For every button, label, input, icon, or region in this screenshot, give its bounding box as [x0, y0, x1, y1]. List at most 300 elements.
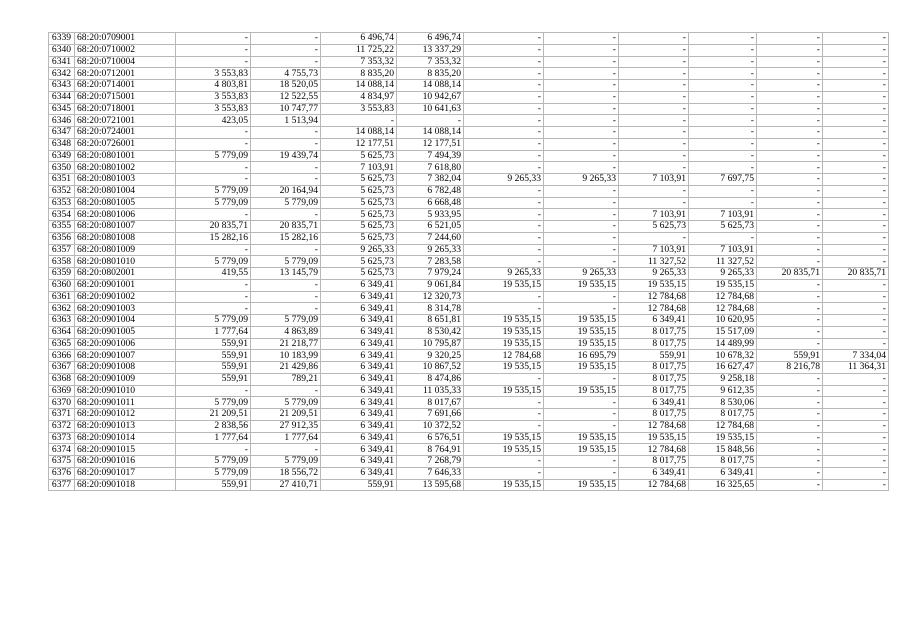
value-cell: 12 784,68: [619, 444, 689, 456]
cadastral-code-cell: 68:20:0901013: [75, 420, 176, 432]
value-cell: 13 595,68: [397, 479, 464, 491]
table-row: [49, 68, 889, 80]
value-cell: 10 795,87: [397, 338, 464, 350]
value-cell: -: [464, 44, 544, 56]
table-row: [49, 385, 889, 397]
value-cell: -: [176, 303, 251, 315]
value-cell: 8 530,06: [689, 397, 757, 409]
value-cell: 5 625,73: [321, 150, 397, 162]
value-cell: 12 177,51: [397, 138, 464, 150]
value-cell: -: [619, 80, 689, 92]
value-cell: 15 282,16: [176, 232, 251, 244]
value-cell: -: [464, 244, 544, 256]
value-cell: 5 625,73: [321, 197, 397, 209]
value-cell: 1 777,64: [176, 326, 251, 338]
value-cell: 10 183,99: [251, 350, 321, 362]
value-cell: -: [251, 44, 321, 56]
value-cell: -: [823, 291, 889, 303]
value-cell: -: [823, 68, 889, 80]
cadastral-code-cell: 68:20:0901007: [75, 350, 176, 362]
row-number-cell: 6375: [49, 456, 75, 468]
table-row: [49, 338, 889, 350]
row-number-cell: 6342: [49, 68, 75, 80]
value-cell: -: [757, 103, 823, 115]
value-cell: -: [823, 91, 889, 103]
value-cell: -: [619, 185, 689, 197]
value-cell: 1 777,64: [251, 432, 321, 444]
value-cell: -: [464, 209, 544, 221]
value-cell: 5 779,09: [176, 456, 251, 468]
row-number-cell: 6359: [49, 268, 75, 280]
value-cell: -: [757, 44, 823, 56]
value-cell: 19 535,15: [464, 362, 544, 374]
value-cell: -: [464, 256, 544, 268]
value-cell: -: [176, 444, 251, 456]
table-row: [49, 467, 889, 479]
value-cell: 11 725,22: [321, 44, 397, 56]
value-cell: 4 834,97: [321, 91, 397, 103]
value-cell: -: [251, 244, 321, 256]
table-row: [49, 244, 889, 256]
value-cell: -: [757, 291, 823, 303]
cadastral-code-cell: 68:20:0901002: [75, 291, 176, 303]
value-cell: 13 145,79: [251, 268, 321, 280]
row-number-cell: 6345: [49, 103, 75, 115]
value-cell: 9 265,33: [321, 244, 397, 256]
table-row: [49, 373, 889, 385]
row-number-cell: 6357: [49, 244, 75, 256]
value-cell: 19 535,15: [544, 444, 619, 456]
value-cell: 7 353,32: [321, 56, 397, 68]
table-row: [49, 185, 889, 197]
value-cell: 21 218,77: [251, 338, 321, 350]
value-cell: -: [757, 185, 823, 197]
value-cell: -: [619, 232, 689, 244]
table-row: [49, 326, 889, 338]
value-cell: 8 651,81: [397, 315, 464, 327]
value-cell: -: [544, 150, 619, 162]
value-cell: -: [689, 80, 757, 92]
value-cell: -: [823, 303, 889, 315]
value-cell: -: [464, 162, 544, 174]
value-cell: 9 265,33: [464, 174, 544, 186]
value-cell: -: [757, 279, 823, 291]
value-cell: -: [757, 397, 823, 409]
cadastral-code-cell: 68:20:0901018: [75, 479, 176, 491]
value-cell: -: [251, 138, 321, 150]
value-cell: 13 337,29: [397, 44, 464, 56]
value-cell: 10 678,32: [689, 350, 757, 362]
value-cell: 10 372,52: [397, 420, 464, 432]
value-cell: 5 779,09: [176, 397, 251, 409]
value-cell: -: [544, 162, 619, 174]
value-cell: -: [464, 138, 544, 150]
value-cell: 19 535,15: [464, 315, 544, 327]
value-cell: 10 641,63: [397, 103, 464, 115]
value-cell: 5 779,09: [176, 185, 251, 197]
value-cell: -: [823, 115, 889, 127]
value-cell: -: [823, 185, 889, 197]
value-cell: -: [619, 68, 689, 80]
value-cell: 7 979,24: [397, 268, 464, 280]
value-cell: 19 535,15: [619, 279, 689, 291]
row-number-cell: 6376: [49, 467, 75, 479]
value-cell: 6 349,41: [321, 350, 397, 362]
cadastral-code-cell: 68:20:0710002: [75, 44, 176, 56]
value-cell: -: [757, 479, 823, 491]
cadastral-code-cell: 68:20:0901009: [75, 373, 176, 385]
value-cell: 19 535,15: [464, 479, 544, 491]
value-cell: -: [689, 56, 757, 68]
table-row: [49, 103, 889, 115]
value-cell: -: [757, 373, 823, 385]
value-cell: 559,91: [176, 338, 251, 350]
value-cell: -: [251, 174, 321, 186]
value-cell: -: [823, 150, 889, 162]
value-cell: 5 779,09: [251, 456, 321, 468]
value-cell: -: [757, 221, 823, 233]
cadastral-code-cell: 68:20:0801006: [75, 209, 176, 221]
value-cell: -: [464, 291, 544, 303]
value-cell: 6 349,41: [321, 385, 397, 397]
row-number-cell: 6368: [49, 373, 75, 385]
value-cell: 6 349,41: [321, 456, 397, 468]
value-cell: 19 535,15: [689, 432, 757, 444]
row-number-cell: 6347: [49, 127, 75, 139]
cadastral-code-cell: 68:20:0801009: [75, 244, 176, 256]
value-cell: -: [757, 303, 823, 315]
value-cell: -: [689, 162, 757, 174]
value-cell: 12 784,68: [619, 303, 689, 315]
cadastral-code-cell: 68:20:0901016: [75, 456, 176, 468]
value-cell: 19 535,15: [544, 338, 619, 350]
value-cell: 9 265,33: [544, 174, 619, 186]
value-cell: 6 576,51: [397, 432, 464, 444]
value-cell: -: [464, 56, 544, 68]
value-cell: -: [757, 326, 823, 338]
value-cell: -: [544, 303, 619, 315]
value-cell: 19 535,15: [464, 326, 544, 338]
row-number-cell: 6348: [49, 138, 75, 150]
value-cell: 5 625,73: [689, 221, 757, 233]
value-cell: 559,91: [757, 350, 823, 362]
table-row: [49, 479, 889, 491]
value-cell: -: [757, 68, 823, 80]
value-cell: 19 535,15: [689, 279, 757, 291]
value-cell: -: [823, 80, 889, 92]
value-cell: -: [544, 197, 619, 209]
value-cell: -: [757, 456, 823, 468]
value-cell: 7 103,91: [321, 162, 397, 174]
row-number-cell: 6340: [49, 44, 75, 56]
value-cell: 7 103,91: [689, 209, 757, 221]
value-cell: 21 209,51: [176, 409, 251, 421]
row-number-cell: 6339: [49, 33, 75, 45]
value-cell: 12 522,55: [251, 91, 321, 103]
value-cell: 5 779,09: [176, 315, 251, 327]
value-cell: -: [544, 103, 619, 115]
value-cell: 2 838,56: [176, 420, 251, 432]
value-cell: -: [823, 232, 889, 244]
value-cell: -: [544, 44, 619, 56]
table-row: [49, 232, 889, 244]
value-cell: -: [689, 185, 757, 197]
value-cell: -: [251, 127, 321, 139]
value-cell: -: [619, 197, 689, 209]
value-cell: 19 535,15: [619, 432, 689, 444]
row-number-cell: 6355: [49, 221, 75, 233]
value-cell: 10 620,95: [689, 315, 757, 327]
value-cell: -: [176, 244, 251, 256]
table-row: [49, 456, 889, 468]
table-row: [49, 115, 889, 127]
value-cell: -: [544, 138, 619, 150]
value-cell: 8 314,78: [397, 303, 464, 315]
value-cell: 11 327,52: [619, 256, 689, 268]
value-cell: 7 334,04: [823, 350, 889, 362]
value-cell: 8 017,75: [619, 373, 689, 385]
value-cell: 9 061,84: [397, 279, 464, 291]
value-cell: 12 784,68: [464, 350, 544, 362]
value-cell: 559,91: [176, 373, 251, 385]
value-cell: 3 553,83: [176, 91, 251, 103]
row-number-cell: 6354: [49, 209, 75, 221]
value-cell: 11 035,33: [397, 385, 464, 397]
value-cell: -: [619, 56, 689, 68]
row-number-cell: 6352: [49, 185, 75, 197]
value-cell: 5 779,09: [251, 315, 321, 327]
value-cell: -: [544, 221, 619, 233]
value-cell: -: [823, 373, 889, 385]
value-cell: 789,21: [251, 373, 321, 385]
value-cell: -: [757, 467, 823, 479]
value-cell: -: [464, 80, 544, 92]
value-cell: -: [176, 209, 251, 221]
value-cell: 5 779,09: [251, 397, 321, 409]
value-cell: -: [757, 420, 823, 432]
value-cell: 19 535,15: [464, 279, 544, 291]
row-number-cell: 6353: [49, 197, 75, 209]
row-number-cell: 6364: [49, 326, 75, 338]
value-cell: -: [464, 103, 544, 115]
cadastral-code-cell: 68:20:0901011: [75, 397, 176, 409]
value-cell: 15 848,56: [689, 444, 757, 456]
value-cell: -: [689, 103, 757, 115]
value-cell: -: [689, 115, 757, 127]
value-cell: 559,91: [321, 479, 397, 491]
value-cell: 19 535,15: [544, 279, 619, 291]
value-cell: 6 349,41: [321, 291, 397, 303]
value-cell: -: [823, 456, 889, 468]
value-cell: 18 556,72: [251, 467, 321, 479]
value-cell: 9 265,33: [464, 268, 544, 280]
cadastral-code-cell: 68:20:0801003: [75, 174, 176, 186]
value-cell: 14 088,14: [321, 80, 397, 92]
table-row: [49, 150, 889, 162]
value-cell: 12 784,68: [689, 420, 757, 432]
value-cell: -: [251, 162, 321, 174]
value-cell: 9 612,35: [689, 385, 757, 397]
value-cell: 8 017,75: [619, 326, 689, 338]
value-cell: -: [251, 303, 321, 315]
cadastral-code-cell: 68:20:0715001: [75, 91, 176, 103]
table-row: [49, 303, 889, 315]
value-cell: 3 553,83: [176, 103, 251, 115]
value-cell: 19 535,15: [544, 385, 619, 397]
value-cell: -: [757, 197, 823, 209]
value-cell: -: [823, 44, 889, 56]
table-row: [49, 174, 889, 186]
value-cell: -: [251, 291, 321, 303]
value-cell: -: [464, 150, 544, 162]
value-cell: -: [619, 33, 689, 45]
row-number-cell: 6351: [49, 174, 75, 186]
value-cell: -: [757, 33, 823, 45]
value-cell: 7 494,39: [397, 150, 464, 162]
value-cell: -: [619, 127, 689, 139]
value-cell: 6 349,41: [321, 420, 397, 432]
value-cell: 6 496,74: [321, 33, 397, 45]
value-cell: -: [251, 279, 321, 291]
value-cell: -: [689, 150, 757, 162]
table-row: [49, 362, 889, 374]
value-cell: 19 535,15: [544, 362, 619, 374]
value-cell: -: [757, 409, 823, 421]
value-cell: 6 349,41: [321, 444, 397, 456]
table-row: [49, 44, 889, 56]
value-cell: -: [757, 209, 823, 221]
value-cell: 6 521,05: [397, 221, 464, 233]
value-cell: -: [757, 385, 823, 397]
table-row: [49, 432, 889, 444]
row-number-cell: 6371: [49, 409, 75, 421]
value-cell: 21 429,86: [251, 362, 321, 374]
value-cell: -: [397, 115, 464, 127]
value-cell: 12 784,68: [689, 291, 757, 303]
cadastral-code-cell: 68:20:0801001: [75, 150, 176, 162]
cadastral-code-cell: 68:20:0721001: [75, 115, 176, 127]
value-cell: 8 474,86: [397, 373, 464, 385]
table-row: [49, 138, 889, 150]
value-cell: 19 535,15: [464, 444, 544, 456]
table-row: [49, 397, 889, 409]
cadastral-code-cell: 68:20:0901003: [75, 303, 176, 315]
value-cell: 6 349,41: [619, 315, 689, 327]
value-cell: -: [823, 326, 889, 338]
cadastral-code-cell: 68:20:0901015: [75, 444, 176, 456]
value-cell: -: [823, 138, 889, 150]
value-cell: -: [464, 91, 544, 103]
value-cell: 8 017,75: [619, 456, 689, 468]
value-cell: -: [544, 209, 619, 221]
value-cell: -: [176, 56, 251, 68]
value-cell: 8 530,42: [397, 326, 464, 338]
value-cell: -: [464, 467, 544, 479]
value-cell: 12 177,51: [321, 138, 397, 150]
value-cell: 6 349,41: [321, 338, 397, 350]
value-cell: 3 553,83: [176, 68, 251, 80]
value-cell: 12 784,68: [619, 291, 689, 303]
table-row: [49, 350, 889, 362]
value-cell: 8 835,20: [321, 68, 397, 80]
value-cell: 16 325,65: [689, 479, 757, 491]
value-cell: 20 835,71: [176, 221, 251, 233]
value-cell: -: [619, 115, 689, 127]
value-cell: 9 258,18: [689, 373, 757, 385]
value-cell: 5 779,09: [176, 150, 251, 162]
value-cell: -: [321, 115, 397, 127]
row-number-cell: 6370: [49, 397, 75, 409]
cadastral-code-cell: 68:20:0709001: [75, 33, 176, 45]
row-number-cell: 6360: [49, 279, 75, 291]
table-row: [49, 91, 889, 103]
value-cell: -: [464, 303, 544, 315]
cadastral-code-cell: 68:20:0801004: [75, 185, 176, 197]
value-cell: -: [176, 44, 251, 56]
table-row: [49, 291, 889, 303]
value-cell: -: [544, 115, 619, 127]
cadastral-code-cell: 68:20:0710004: [75, 56, 176, 68]
value-cell: -: [823, 197, 889, 209]
value-cell: -: [757, 138, 823, 150]
value-cell: 8 017,75: [689, 456, 757, 468]
value-cell: 8 017,75: [689, 409, 757, 421]
value-cell: -: [544, 409, 619, 421]
value-cell: -: [689, 197, 757, 209]
value-cell: -: [619, 91, 689, 103]
value-cell: 5 625,73: [321, 174, 397, 186]
value-cell: -: [464, 115, 544, 127]
cadastral-code-cell: 68:20:0901008: [75, 362, 176, 374]
value-cell: -: [464, 127, 544, 139]
value-cell: 5 933,95: [397, 209, 464, 221]
value-cell: 20 835,71: [757, 268, 823, 280]
value-cell: 7 244,60: [397, 232, 464, 244]
value-cell: 5 779,09: [176, 197, 251, 209]
value-cell: -: [544, 232, 619, 244]
cadastral-code-cell: 68:20:0901012: [75, 409, 176, 421]
value-cell: 3 553,83: [321, 103, 397, 115]
value-cell: 4 803,81: [176, 80, 251, 92]
value-cell: 9 265,33: [689, 268, 757, 280]
table-row: [49, 209, 889, 221]
value-cell: 559,91: [176, 362, 251, 374]
value-cell: 10 942,67: [397, 91, 464, 103]
value-cell: 6 349,41: [321, 315, 397, 327]
value-cell: -: [251, 444, 321, 456]
value-cell: 6 349,41: [321, 467, 397, 479]
value-cell: -: [823, 279, 889, 291]
value-cell: 8 017,75: [619, 338, 689, 350]
value-cell: -: [689, 33, 757, 45]
value-cell: -: [176, 138, 251, 150]
value-cell: 5 625,73: [321, 209, 397, 221]
value-cell: -: [176, 127, 251, 139]
row-number-cell: 6363: [49, 315, 75, 327]
value-cell: 6 349,41: [321, 326, 397, 338]
value-cell: -: [544, 373, 619, 385]
value-cell: -: [823, 397, 889, 409]
row-number-cell: 6373: [49, 432, 75, 444]
value-cell: -: [823, 432, 889, 444]
value-cell: -: [823, 409, 889, 421]
value-cell: 19 535,15: [544, 315, 619, 327]
value-cell: -: [251, 56, 321, 68]
value-cell: 559,91: [619, 350, 689, 362]
row-number-cell: 6356: [49, 232, 75, 244]
value-cell: 18 520,05: [251, 80, 321, 92]
value-cell: 7 103,91: [689, 244, 757, 256]
